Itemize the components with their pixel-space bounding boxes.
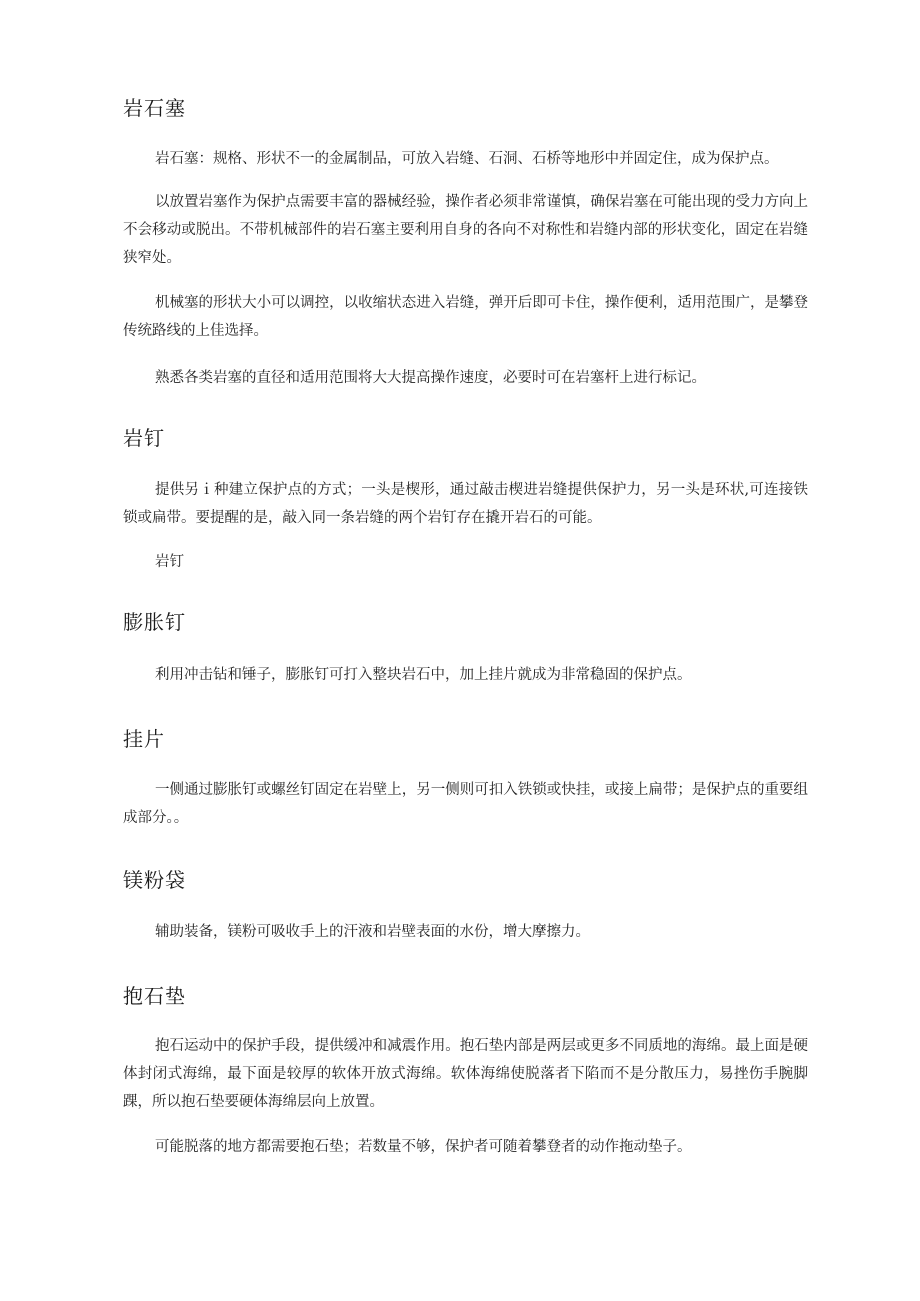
section-heading-chalk-bag: 镁粉袋 <box>123 868 186 892</box>
paragraph: 以放置岩塞作为保护点需要丰富的器械经验，操作者必须非常谨慎，确保岩塞在可能出现的受力方向上不会移动或脱出。不带机械部件的岩石塞主要利用自身的各向不对称性和岩缝内部的形状变化，固定在岩缝狭窄处。 <box>123 194 808 266</box>
paragraph: 岩石塞：规格、形状不一的金属制品，可放入岩缝、石洞、石桥等地形中并固定住，成为保护点。 <box>155 151 779 167</box>
section-heading-expansion-bolt: 膨胀钉 <box>123 610 186 634</box>
paragraph: 机械塞的形状大小可以调控，以收缩状态进入岩缝，弹开后即可卡住，操作便利，适用范围广，是攀登传统路线的上佳选择。 <box>123 295 808 339</box>
image-caption: 岩钉 <box>155 554 184 570</box>
paragraph: 提供另ｉ种建立保护点的方式；一头是楔形，通过敲击楔进岩缝提供保护力，另一头是环状,可连接铁锁或扁带。要提醒的是，敲入同一条岩缝的两个岩钉存在撬开岩石的可能。 <box>123 482 808 526</box>
paragraph: 辅助装备，镁粉可吸收手上的汗液和岩壁表面的水份，增大摩擦力。 <box>155 924 590 940</box>
paragraph: 一侧通过膨胀钉或螺丝钉固定在岩壁上，另一侧则可扣入铁锁或快挂，或接上扁带；是保护点的重要组成部分。。 <box>123 782 808 826</box>
section-heading-hanger: 挂片 <box>123 727 165 751</box>
section-heading-rock-chock: 岩石塞 <box>123 96 186 120</box>
section-heading-piton: 岩钉 <box>123 426 165 450</box>
paragraph: 熟悉各类岩塞的直径和适用范围将大大提高操作速度，必要时可在岩塞杆上进行标记。 <box>155 370 706 386</box>
paragraph: 抱石运动中的保护手段，提供缓冲和减震作用。抱石垫内部是两层或更多不同质地的海绵。最上面是硬体封闭式海绵，最下面是较厚的软体开放式海绵。软体海绵使脱落者下陷而不是分散压力，易挫伤手腕脚踝，所以抱石垫要硬体海绵层向上放置。 <box>123 1038 808 1110</box>
section-heading-crash-pad: 抱石垫 <box>123 984 186 1008</box>
paragraph: 利用冲击钻和锤子，膨胀钉可打入整块岩石中，加上挂片就成为非常稳固的保护点。 <box>155 667 692 683</box>
paragraph: 可能脱落的地方都需要抱石垫；若数量不够，保护者可随着攀登者的动作拖动垫子。 <box>155 1139 692 1155</box>
